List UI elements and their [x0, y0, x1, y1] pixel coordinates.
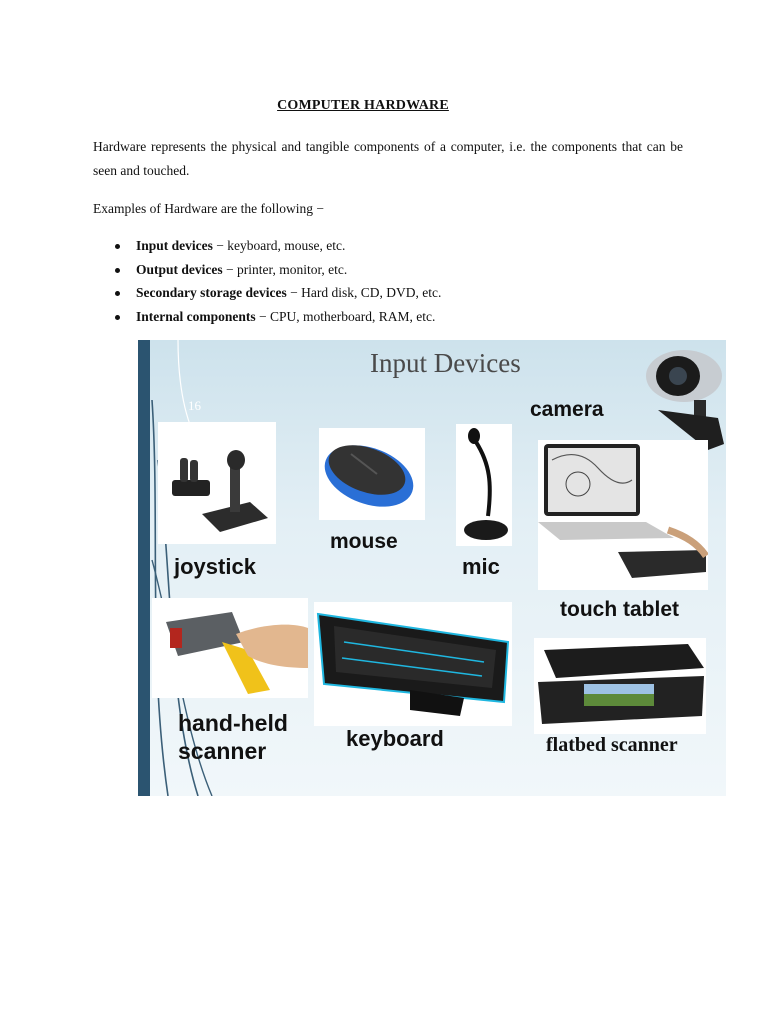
- handheld-scanner-label-line1: hand-held: [178, 710, 288, 736]
- hardware-list: [115, 234, 441, 328]
- mouse-label: mouse: [330, 530, 398, 553]
- bullet-icon: [115, 291, 120, 296]
- input-devices-slide: [138, 340, 726, 796]
- bullet-icon: [115, 268, 120, 273]
- flatbed-scanner-image: [534, 638, 706, 734]
- list-item-term: Secondary storage devices: [136, 285, 287, 300]
- bullet-icon: [115, 244, 120, 249]
- keyboard-image: [314, 602, 512, 726]
- bullet-icon: [115, 315, 120, 320]
- camera-image: [638, 340, 726, 454]
- list-item-input-devices: [115, 234, 441, 258]
- mic-image: [456, 424, 512, 546]
- handheld-scanner-image: [152, 598, 308, 698]
- handheld-scanner-label-line2: scanner: [178, 738, 267, 764]
- joystick-label: joystick: [174, 554, 256, 579]
- list-item-desc: − printer, monitor, etc.: [222, 261, 348, 277]
- list-item-desc: − Hard disk, CD, DVD, etc.: [286, 285, 442, 300]
- slide-title: Input Devices: [370, 348, 521, 378]
- flatbed-scanner-label: flatbed scanner: [546, 734, 678, 756]
- list-item-desc: − keyboard, mouse, etc.: [212, 238, 346, 253]
- mouse-image: [319, 428, 425, 520]
- list-item-desc: − CPU, motherboard, RAM, etc.: [255, 308, 436, 324]
- list-item-secondary-storage: [115, 281, 441, 305]
- examples-lead: Examples of Hardware are the following −: [93, 201, 325, 216]
- list-item-output-devices: [115, 258, 441, 282]
- touch-tablet-image: [538, 440, 708, 590]
- camera-label: camera: [530, 398, 604, 421]
- slide-page-number: 16: [188, 398, 201, 413]
- touch-tablet-label: touch tablet: [560, 598, 679, 621]
- keyboard-label: keyboard: [346, 726, 444, 751]
- list-item-internal-components: [115, 305, 441, 329]
- list-item-term: Internal components: [136, 308, 256, 324]
- list-item-term: Input devices: [136, 238, 213, 253]
- intro-paragraph: Hardware represents the physical and tangible components of a computer, i.e. the components that can be seen and touched.: [93, 139, 683, 178]
- list-item-term: Output devices: [136, 261, 223, 277]
- mic-label: mic: [462, 554, 500, 579]
- document-title: COMPUTER HARDWARE: [277, 98, 449, 113]
- joystick-image: [158, 422, 276, 544]
